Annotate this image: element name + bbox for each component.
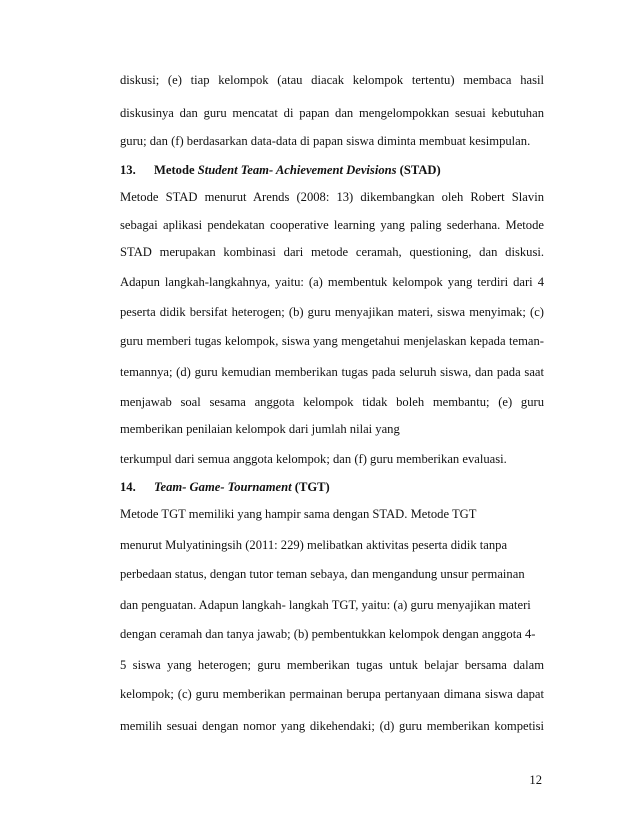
paragraph-line: memberikan penilaian kelompok dari jumlah nilai yang (120, 422, 400, 436)
section-title-suffix: (STAD) (396, 163, 441, 177)
section-title-italic: Student Team- Achievement Devisions (197, 163, 397, 177)
paragraph-line: memilih sesuai dengan nomor yang dikehendaki; (d) guru memberikan kompetisi (120, 719, 544, 733)
paragraph-line: perbedaan status, dengan tutor teman sebaya, dan mengandung unsur permainan (120, 567, 525, 581)
section-number: 13. (120, 163, 136, 177)
section-title-suffix: (TGT) (291, 480, 330, 494)
paragraph-line: dengan ceramah dan tanya jawab; (b) pembentukkan kelompok dengan anggota 4- (120, 627, 536, 641)
paragraph-line: menjawab soal sesama anggota kelompok tidak boleh membantu; (e) guru (120, 395, 544, 409)
paragraph-line: temannya; (d) guru kemudian memberikan tugas pada seluruh siswa, dan pada saat (120, 365, 544, 379)
section-heading-13 (120, 162, 544, 178)
paragraph-line: diskusi; (e) tiap kelompok (atau diacak kelompok tertentu) membaca hasil (120, 73, 544, 87)
paragraph-line: Adapun langkah-langkahnya, yaitu: (a) membentuk kelompok yang terdiri dari 4 (120, 275, 544, 289)
paragraph-line: peserta didik bersifat heterogen; (b) guru menyajikan materi, siswa menyimak; (c) (120, 305, 544, 319)
paragraph-line: STAD merupakan kombinasi dari metode ceramah, questioning, dan diskusi. (120, 245, 544, 259)
paragraph-line: Metode STAD menurut Arends (2008: 13) dikembangkan oleh Robert Slavin (120, 190, 544, 204)
paragraph-line: sebagai aplikasi pendekatan cooperative learning yang paling sederhana. Metode (120, 218, 544, 232)
paragraph-line: guru memberi tugas kelompok, siswa yang mengetahui menjelaskan kepada teman- (120, 334, 544, 348)
section-title-italic: Team- Game- Tournament (154, 480, 292, 494)
paragraph-line: dan penguatan. Adapun langkah- langkah TGT, yaitu: (a) guru menyajikan materi (120, 598, 531, 612)
paragraph-line: kelompok; (c) guru memberikan permainan berupa pertanyaan dimana siswa dapat (120, 687, 544, 701)
paragraph-line: menurut Mulyatiningsih (2011: 229) melibatkan aktivitas peserta didik tanpa (120, 538, 508, 552)
page-number: 12 (529, 773, 542, 787)
paragraph-line: 5 siswa yang heterogen; guru memberikan tugas untuk belajar bersama dalam (120, 658, 544, 672)
paragraph-line: diskusinya dan guru mencatat di papan dan mengelompokkan sesuai kebutuhan (120, 106, 544, 120)
section-title-prefix: Metode (154, 163, 198, 177)
paragraph-line: Metode TGT memiliki yang hampir sama dengan STAD. Metode TGT (120, 507, 477, 521)
paragraph-line: guru; dan (f) berdasarkan data-data di papan siswa diminta membuat kesimpulan. (120, 134, 531, 148)
paragraph-line: terkumpul dari semua anggota kelompok; dan (f) guru memberikan evaluasi. (120, 452, 507, 466)
section-number: 14. (120, 480, 136, 494)
section-heading-14 (120, 479, 544, 495)
